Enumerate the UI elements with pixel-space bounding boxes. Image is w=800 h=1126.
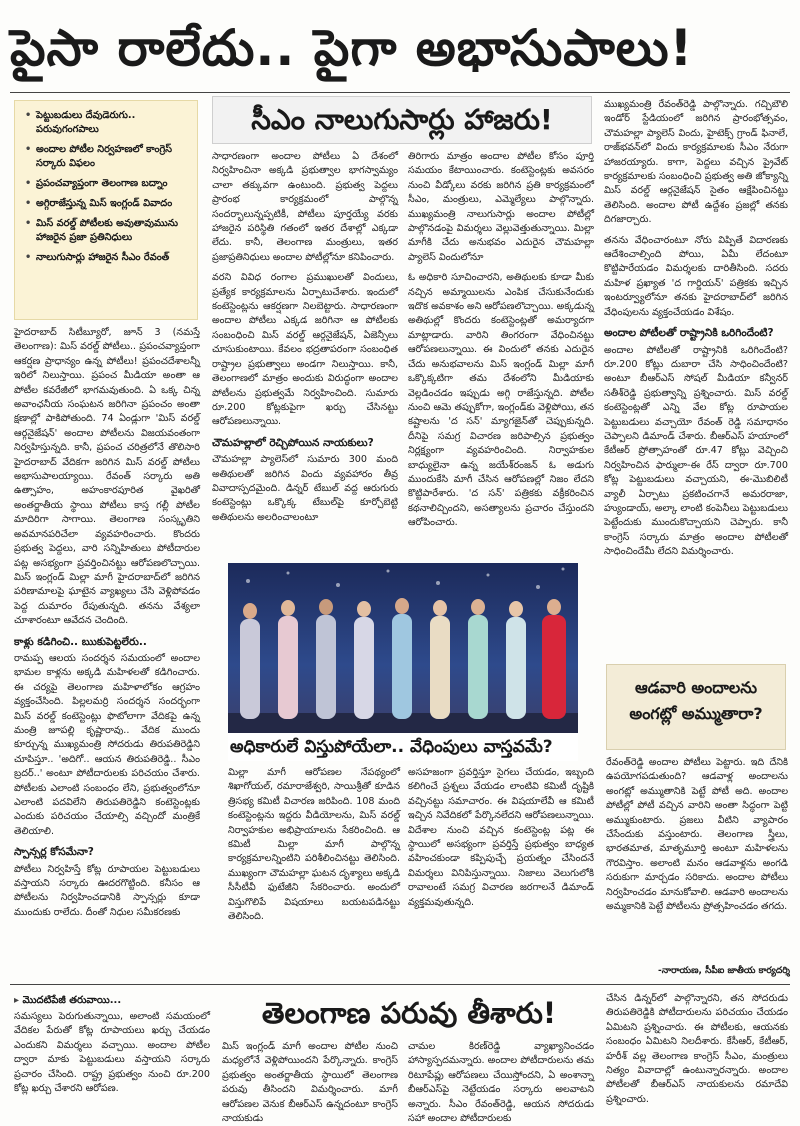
article-paragraph: తనను వేధించారంటూ నోరు విప్పితే విదారణకు ఆదేశించాల్సింది పోయి, ఏమీ లేదంటూ కొట్టిపారేయడం విమర్శలకు దారితీసింది. సదరు మహిళ ప్రఖ్యాత 'ద గార్డియన్' పత్రికకు ఇచ్చిన ఇంటర్వ్యూలోనూ తనకు హైదరాబాద్‌లో జరిగిన వేధింపులను వ్యక్తంచేయడం విశేషం. [604,234,788,318]
masthead-headline: పైసా రాలేదు.. పైగా అభాసుపాలు! [10,19,694,77]
article-paragraph: మిస్ ఇంగ్లండ్ మాగీ అందాల పోటీల నుంచి మధ్యలోనే వెళ్లిపోయిందని పేర్కొన్నారు. కాంగ్రెస్ ప్రభుత్వం అంతర్జాతీయ స్థాయిలో తెలంగాణ పరువు తీసిందని విమర్శించారు. మాగీ ఆరోపణల వెనుక బీఆర్‌ఎస్ ఉన్నదంటూ కాంగ్రెస్ నాయకుడు [222,1041,398,1125]
quote-box-line: ఆడవారి అందాలను [634,678,758,697]
article-paragraph: చేసిన డిన్నర్‌లో పాల్గొన్నారని, తన సోదరుడు తిరుపతిరెడ్డికి పోటీదారులను పరిచయం చేయడం ఏమిటని ప్రశ్నించారు. ఈ పోటీలకు, ఆయనకు సంబంధం ఏమిటని నిలదీశారు. కేసీఆర్, కేటీఆర్, హరీశ్ వల్ల తెలంగాణ కాంగ్రెస్ సీఎం, మంత్రులు నిత్యం వివాదాల్లో ఉంటున్నారన్నారు. అందాల పోటీలతో బీఆర్‌ఎస్ నాయకులను రమాదేవి ప్రశ్నించారు. [606,993,788,1105]
article-paragraph: హైదరాబాద్ సిటీబ్యూరో, జూన్ 3 (నమస్తే తెలంగాణ): మిస్ వరల్డ్ పోటీలు.. ప్రపంచవ్యాప్తంగా ఆకర్షణ ప్రాధాన్యం ఉన్న పోటీలు! ప్రపంచదేశాలన్నీ ఇరిలో నిలుస్తాయి. ప్రపంచ మీడియా అంతా ఆ పోటీల కవరేజీలో భాగమవుతుంది. ఏ ఒక్క చిన్న అవాంఛనీయ సంఘటన జరిగినా ప్రపంచం అంతా క్షణాల్లో పాకిపోతుంది. 74 ఏండ్లుగా 'మిస్ వరల్డ్ ఆర్గనైజేషన్' అందాల పోటీలను విజయవంతంగా నిర్వహిస్తున్నది. కానీ, ప్రపంచ చరిత్రలోనే తొలిసారి హైదరాబాద్ వేదికగా జరిగిన మిస్ వరల్డ్ పోటీలు అభాసుపాలయ్యాయి. రేవంత్ సర్కారు అతి ఉత్సాహం, అహంకారపూరిత వైఖరితో అంతర్జాతీయ స్థాయి పోటీలు కాస్త గల్లీ పోటీల మాదిరిగా సాగాయి. తెలంగాణ సంస్కృతిని అవమానపరిచేలా వ్యవహరించారు. కొందరు ప్రభుత్వ పెద్దలు, వారి సన్నిహితులు పోటీదారుల పట్ల అసభ్యంగా ప్రవర్తించినట్టు ఆరోపణలొచ్చాయి. మిస్ ఇంగ్లండ్ మిల్లా మాగీ హైదరాబాద్‌లో జరిగిన పరిణామాలపై ఘాటైన వ్యాఖ్యలు చేసి వెళ్లిపోవడం పెద్ద దుమారం రేపుతున్నది. తనను వేశ్యలా చూశారంటూ ఆవేదన చెందింది. [14,327,200,627]
article-paragraph: తిరిగారు మాత్రం అందాల పోటీల కోసం పూర్తి సమయం కేటాయించారు. కంటెస్టెంట్లకు అవసరం నుంచి వీడ్కోలు వరకు జరిగిన ప్రతి కార్యక్రమంలో సీఎం, మంత్రులు, ఎమ్మెల్యేలు పాల్గొన్నారు. ముఖ్యమంత్రి నాలుగుసార్లు అందాల పోటీల్లో పాల్గొనడంపై విమర్శలు వెల్లువెత్తుతున్నాయి. మిల్లా మాగీకి చేదు అనుభవం ఎదురైన చౌమహల్లా ప్యాలెస్ విందులోనూ [408,151,594,263]
bottom-column-4 [606,992,788,1114]
article-paragraph: చౌమహల్లా ప్యాలెస్‌లో సుమారు 300 మంది అతిథులతో జరిగిన విందు వ్యవహారం తీవ్ర వివాదాస్పదమైంది. డిన్నర్ టేబుల్ వద్ద ఆరుగురు కంటెస్టెంట్లు ఒక్కొక్క టేబుల్‌పై కూర్చోబెట్టి అతిథులను అలరించాలంటూ [212,454,398,523]
highlight-item: • అగ్గిరాజేస్తున్న మిస్ ఇంగ్లండ్ వివాదం [25,197,189,211]
top-rule [10,92,790,93]
article-column-left [14,326,200,976]
bottom-column-3 [408,1040,594,1125]
bottom-rule [10,984,790,985]
article-column-middle-2 [408,150,594,555]
article-paragraph: సమస్యలు పెరుగుతున్నాయి, అలాంటి సమయంలో వేదికల పేరుతో కోట్ల రూపాయలు ఖర్చు చేయడం ఎందుకని విమర్శలు వచ్చాయి. అందాల పోటీల ద్వారా మాకు పెట్టుబడులు వస్తాయని సర్కారు ప్రచారం చేసింది. రాష్ట్ర ప్రభుత్వం నుంచి రూ.200 కోట్ల ఖర్చు చేశారని ఆరోపణ. [14,1011,210,1095]
pageant-photo [228,563,578,733]
article-paragraph: చామల కిరణ్‌రెడ్డి వ్యాఖ్యానించడం హాస్యాస్పదమన్నారు. అందాల పోటీదారులను తమ రిటూపేప్లు ఆరోపణలు చేయిస్తోందని, ఏ అంశాన్నా బీఆర్‌ఎస్‌పై నెట్టేయడం సర్కారు అలవాటని అన్నారు. సీఎం రేవంత్‌రెడ్డి, ఆయన సోదరుడు సహా అందాల పోటీదారులకు [408,1041,594,1125]
article-paragraph: వరని వివిధ రంగాల ప్రముఖులతో విందులు, ప్రత్యేక కార్యక్రమాలను ఏర్పాటుచేశారు. ఇందులో కంటెస్టెంట్లను ఆకర్షణగా నిలబెట్టారు. సాధారణంగా అందాల పోటీలు ఎక్కడ జరిగినా ఆ పోటీలకు సంబంధించి మిస్ వరల్డ్ ఆర్గనైజేషన్, ఏజెన్సీలు చూసుకుంటాయి. కేవలం భద్రతాపరంగా సంబంధిత రాష్ట్రాల ప్రభుత్వాలు అండగా నిలుస్తాయి. కానీ, తెలంగాణలో మాత్రం అందుకు విరుద్ధంగా అందాల పోటీలను ప్రభుత్వమే నిర్వహించింది. సుమారు రూ.200 కోట్లకుపైగా ఖర్చు చేసినట్టు ఆరోపణలున్నాయి. [212,272,398,428]
highlight-item: • నాలుగుసార్లు హాజరైన సీఎం రేవంత్ [25,251,189,265]
quote-text [606,756,788,962]
article-subhead: కాళ్లు కడిగించి.. ఋకుపెట్టలేరు.. [14,635,147,648]
quote-box [606,664,786,750]
article-paragraph: రేవంత్‌రెడ్డి అందాల పోటీలు పెట్టారు. ఇది దేనికి ఉపయోగపడుతుంది? ఆడవాళ్ల అందాలను అంగట్లో అమ్ముతానికి పెట్టే పోటీ అది. అందాల పోటీల్లో పోటీ వచ్చిన వారిని అంతా సిద్ధంగా పెట్టి అమ్ముకుంటారు. ప్రజలు వీటిని వ్యాపారం చేసేందుకు వస్తుంటారు. తెలంగాణ స్త్రీలు, భారతమాత, మాతృమూర్తి అంటూ మహిళలను గౌరవిస్తాం. అలాంటి మనం ఆడవాళ్లను అంగడి సరుకుగా మార్చడం సరికాదు. అందాల పోటీలు నిర్వహించడం మానుకోవాలి. ఆడవారి అందాలను అమ్మకానికి పెట్టే పోటీలను ప్రోత్సహించడం తగదు. [606,757,788,913]
highlights-box [14,100,198,320]
bottom-headline: తెలంగాణ పరువు తీశారు! [261,996,557,1030]
quote-box-line: అంగట్లో అమ్ముతారా? [629,704,763,723]
article-paragraph: రామప్ప ఆలయ సందర్శన సమయంలో అందాల భామల కాళ్లను అక్కడి మహిళలతో కడిగించారు. ఈ చర్యపై తెలంగాణ మహిళాలోకం ఆగ్రహం వ్యక్తంచేసింది. పిల్లలమర్రి సందర్శన సందర్భంగా మిస్ వరల్డ్ కంటెస్టెంట్లు ఫొటోలాగా వేదికపై ఉన్న మంత్రి జూపల్లి కృష్ణారావు.. వేదిక ముందు కూర్చున్న ముఖ్యమంత్రి సోదరుడు తిరుపతిరెడ్డిని చూపిస్తూ.. 'అదిగో.. ఆయన తిరుపతిరెడ్డి.. సీఎం బ్రదర్..' అంటూ పోటీదారులకు పరిచయం చేశారు. పోటీలకు ఎలాంటి సంబంధం లేని, ప్రభుత్వంలోనూ ఎలాంటి పదవిలేని తిరుపతిరెడ్డిని కంటెస్టెంట్లకు ఎందుకు పరిచయం చేయాల్సి వచ్చిందో మంత్రికే తెలియాలి. [14,652,200,837]
article-column-below-photo-left [228,766,400,978]
bottom-column-2 [222,1040,398,1125]
highlight-item: • పెట్టుబడులు దేవుడెరుగు.. పరువుగంగపాలు [25,109,189,137]
photo-caption: అధికారులే విస్తుపోయేలా.. వేధింపులు వాస్తవమే? [228,733,578,761]
article-column-right [604,98,788,654]
article-paragraph: ముఖ్యమంత్రి రేవంత్‌రెడ్డి పాల్గొన్నారు. గచ్చిబౌలి ఇండోర్ స్టేడియంలో జరిగిన ప్రారంభోత్సవం, చౌమహల్లా ప్యాలెస్ విందు, హైటెక్స్ గ్రాండ్ ఫినాలే, రాజ్‌భవన్‌లో విందు కార్యక్రమాలకు సీఎం నేరుగా హాజరయ్యారు. కాగా, పెద్దలు వచ్చిన ప్రైవేట్ కార్యక్రమాలకు సంబంధించి ప్రభుత్వ అతి జోక్యాన్ని మిస్ వరల్డ్ ఆర్గనైజేషన్ సైతం ఆక్షేపించినట్టు తెలిసింది. అందాల పోటీ ఉద్దేశం ప్రజల్లో తనకు దిగజార్చారు. [604,99,788,226]
article-subhead: స్పాన్సర్ల కోసమేనా? [14,846,94,859]
bottom-column-1 [14,1010,210,1114]
article-paragraph: పోటీలు నిర్వహిస్తే కోట్ల రూపాయల పెట్టుబడులు వస్తాయని సర్కారు ఊదరగొట్టింది. కనీసం ఆ పోటీలను నిర్వహించడానికి స్పాన్సర్లు కూడా ముందుకు రాలేదు. దీంతో నిధుల సమీకరణకు [14,863,200,918]
article-paragraph: అందాల పోటీలతో రాష్ట్రానికి ఒరిగిందేంటి? రూ.200 కోట్లు దుబారా చేసి సాధించిందేంటి? అంటూ బీఆర్‌ఎస్ సోషల్ మీడియా కన్వీనర్ సతీశ్‌రెడ్డి ప్రభుత్వాన్ని ప్రశ్నించారు. మిస్ వరల్డ్ కంటెస్టెంట్లతో ఎన్ని వేల కోట్ల రూపాయల పెట్టుబడులు వచ్చాయో రేవంత్ రెడ్డి సమాధానం చెప్పాలని డిమాండ్ చేశారు. బీఆర్‌ఎస్ హయాంలో కేటీఆర్ ప్రోత్సాహంతో రూ.47 కోట్లు వెచ్చించి నిర్వహించిన ఫార్ములా-ఈ రేస్ ద్వారా రూ.700 కోట్ల పెట్టుబడులు వచ్చాయని, ఈ-మొబిలిటీ వ్యాలీ ఏర్పాటు ప్రకటించగానే అమరరాజా, హ్యుండాయ్, అల్కా లాంటి కంపెనీలు పెట్టుబడులు పెట్టేందుకు ముందుకొచ్చాయని చెప్పారు. కానీ కాంగ్రెస్ సర్కారు మాత్రం అందాల పోటీలతో సాధించిందేమీ లేదని విమర్శించారు. [604,344,788,558]
quote-signature: -నారాయణ, సీపీఐ జాతీయ కార్యదర్శి [658,966,790,976]
continued-label: ▸ మొదటిపేజీ తరువాయి... [14,994,121,1008]
article-column-middle-1 [212,150,398,555]
article-paragraph: అసహజంగా ప్రవర్తిస్తూ సైగలు చేయడం, ఇబ్బంది కలిగించే ప్రశ్నలు వేయడం లాంటివి కమిటీ దృష్టికి వచ్చినట్టు సమాచారం. ఈ విషయాలేవీ ఆ కమిటీ ఇచ్చిన నివేదికలో పేర్కొనలేదని ఆరోపణలున్నాయి. విదేశాల నుంచి వచ్చిన కంటెస్టెంట్ల పట్ల ఈ స్థాయిలో అసభ్యంగా ప్రవర్తిస్తే ప్రభుత్వం బాధ్యత వహించకుండా కప్పిపుచ్చే ప్రయత్నం చేసిందనే విమర్శలు వినిపిస్తున్నాయి. నిజాలు వెలుగులోకి రావాలంటే సమగ్ర విచారణ జరగాలనే డిమాండ్ వ్యక్తమవుతున్నది. [408,767,594,908]
highlight-item: • అందాల పోటీల నిర్వహణలో కాంగ్రెస్ సర్కారు విఫలం [25,143,189,171]
article-subhead: చౌమహల్లాలో రెచ్చిపోయిన నాయకులు? [212,436,374,449]
article-paragraph: ఓ అధికారి సూచించారని, అతిథులకు కూడా మీకు నచ్చిన అమ్మాయిలను ఎంపిక చేసుకునేందుకు ఇదొక అవకాశం అని ఆరోపణలొచ్చాయి. అక్కడున్న అతిథుల్లో కొందరు కంటెస్టెంట్లతో అమర్యాదగా మాట్లాడారు. వారిని తింగరంగా వేధించినట్టు ఆరోపణలున్నాయి. ఈ విందులో తనకు ఎదురైన చేదు అనుభవాలను మిస్ ఇంగ్లండ్ మిల్లా మాగీ ఒక్కొక్కటిగా తమ దేశంలోని మీడియాకు వెల్లడించడం ఇప్పుడు అగ్గి రాజేస్తున్నది. పోటీల నుంచి ఆమె తప్పుకోగా, ఇంగ్లండ్‌కు వెళ్లిపోయి, తన కష్టాలను 'ద సన్' మ్యాగజైన్‌తో చెప్పుకున్నది. దీనిపై సమగ్ర విచారణ జరిపాల్సిన ప్రభుత్వం నిర్లక్ష్యంగా వ్యవహరించింది. నిర్వాహకుల బాధ్యులైనా ఉన్న జయేశ్‌రంజన్ ఓ అడుగు ముందుకేసి మాగీ చేసిన ఆరోపణల్లో నిజం లేదని కొట్టిపారేశారు. 'ద సన్' పత్రికకు వక్రీకరించిన కథనాలిచ్చిందని, అసత్యాలను ప్రచారం చేస్తుందని ఆరోపించారు. [408,272,594,529]
highlights-list [25,109,189,265]
article-paragraph: సాధారణంగా అందాల పోటీలు ఏ దేశంలో నిర్వహించినా అక్కడి ప్రభుత్వాల భాగస్వామ్యం చాలా తక్కువగా ఉంటుంది. ప్రభుత్వ పెద్దలు ప్రారంభ కార్యక్రమంలో పాల్గొన్న సందర్భాలున్నప్పటికీ, పోటీలు పూర్తయ్యే వరకు హాజరైన పరిస్థితి గతంలో ఇతర దేశాల్లో ఎక్కడా లేదు. కానీ, తెలంగాణ మంత్రులు, ఇతర ప్రజాప్రతినిధులు అందాల పోటీల్లోనూ కనిపించారు. [212,151,398,263]
highlight-item: • ప్రపంచవ్యాప్తంగా తెలంగాణ బద్నాం [25,177,189,191]
article-subhead: అందాల పోటీలతో రాష్ట్రానికి ఒరిగిందేంటి? [604,327,774,340]
article-column-below-photo-right [408,766,594,978]
highlight-item: • మిస్ వరల్డ్ పోటీలకు అవుతావుమును హాజరైన ప్రజా ప్రతినిధులు [25,217,189,245]
article-paragraph: మిల్లా మాగీ ఆరోపణల నేపథ్యంలో శిఖాగోయల్, రమారాజేశ్వరి, సాయిశ్రీతో కూడిన త్రిసభ్య కమిటీ విచారణ జరిపింది. 108 మంది కంటెస్టెంట్లను ఇద్దరు వీడియోలను, మిస్ వరల్డ్ నిర్వాహకుల అభిప్రాయాలను సేకరించింది. ఆ కమిటీ మిల్లా మాగీ పాల్గొన్న కార్యక్రమాలన్నింటిని పరిశీలించినట్టు తెలిసింది. ముఖ్యంగా చౌమహల్లా ఘటన దృశ్యాలు అక్కడి సీసీటీవీ ఫుటేజీని సేకరించారు. అందులో విస్తుగొలిపే విషయాలు బయటపడినట్టు తెలిసింది. [228,767,400,923]
section-headline: సీఎం నాలుగుసార్లు హాజరు! [212,96,592,144]
